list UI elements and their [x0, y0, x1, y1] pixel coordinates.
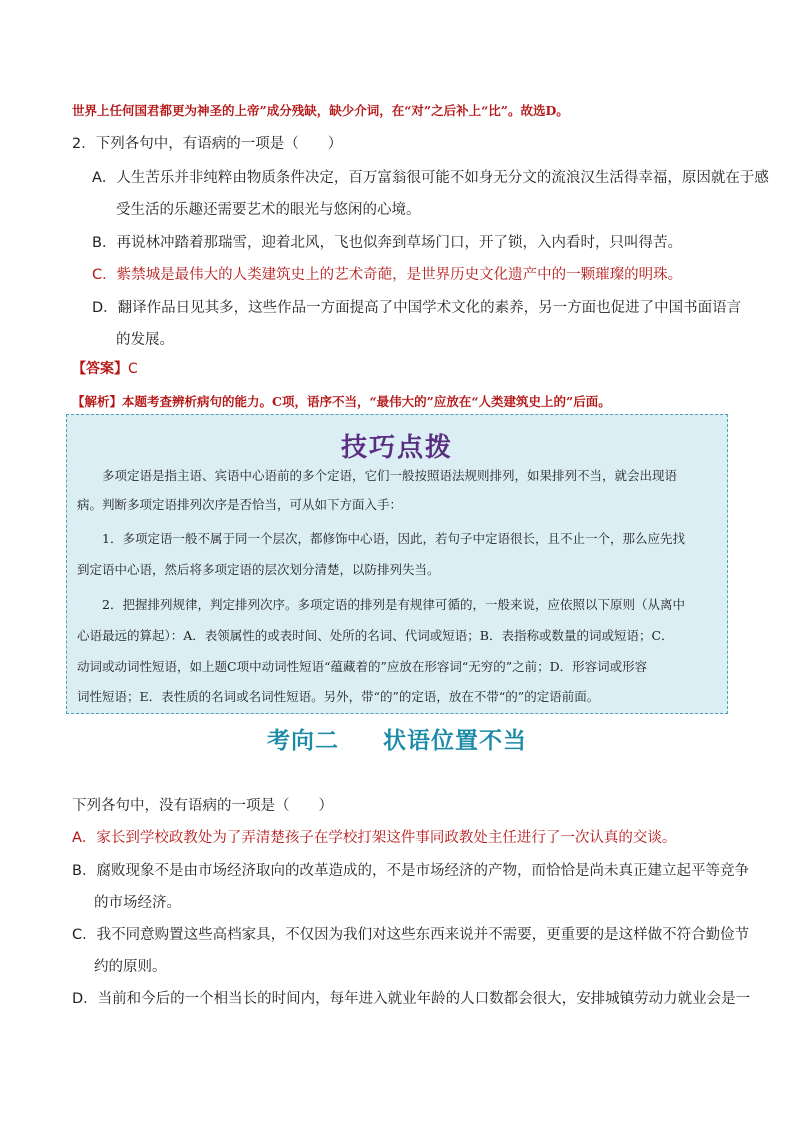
- q3-option-d-line-1: D．当前和今后的一个相当长的时间内，每年进入就业年龄的人口数都会很大，安排城镇劳动力就业会是一: [72, 991, 751, 1007]
- tip-line: 多项定语是指主语、宾语中心语前的多个定语，它们一般按照语法规则排列，如果排列不当，就会出现语: [77, 468, 678, 483]
- q3-option-c-line-1: C．我不同意购置这些高档家具，不仅因为我们对这些东西来说并不需要，更重要的是这样做不符合勤俭节: [72, 927, 750, 943]
- analysis-row: [72, 392, 611, 412]
- section-heading: [0, 722, 794, 755]
- q2-option-c: C．紫禁城是最伟大的人类建筑史上的艺术奇葩，是世界历史文化遗产中的一颗璀璨的明珠。: [92, 267, 683, 283]
- analysis-label: 【解析】: [72, 394, 123, 409]
- tip-line: 2．把握排列规律，判定排列次序。多项定语的排列是有规律可循的，一般来说，应依照以下原则（从离中: [77, 597, 685, 612]
- tip-line: 词性短语；E．表性质的名词或名词性短语。另外，带“的”的定语，放在不带“的”的定语前面。: [77, 689, 600, 704]
- tip-line: 心语最远的算起）：A．表领属性的或表时间、处所的名词、代词或短语；B．表指称或数量的词或短语；C．: [77, 628, 674, 643]
- tip-line: 病。判断多项定语排列次序是否恰当，可从如下方面入手：: [77, 497, 403, 512]
- tip-line: 到定语中心语，然后将多项定语的层次划分清楚，以防排列失当。: [77, 562, 440, 577]
- q3-option-c-line-2: 约的原则。: [94, 959, 167, 975]
- answer-label: 【答案】: [72, 361, 128, 377]
- tip-box-title: 技巧点拨: [340, 433, 453, 463]
- q3-option-b-line-2: 的市场经济。: [94, 895, 181, 911]
- q2-option-d-line-2: 的发展。: [116, 332, 174, 348]
- tip-box: [66, 414, 728, 714]
- q3-option-a: A．家长到学校政教处为了弄清楚孩子在学校打架这件事同政教处主任进行了一次认真的交谈。: [72, 830, 677, 846]
- answer-row: [72, 359, 138, 379]
- q3-option-b-line-1: B．腐败现象不是由市场经济取向的改革造成的，不是市场经济的产物，而恰恰是尚未真正建立起平等竞争: [72, 863, 749, 879]
- q2-option-d-line-1: D．翻译作品日见其多，这些作品一方面提高了中国学术文化的素养，另一方面也促进了中国书面语言: [92, 300, 742, 316]
- analysis-text: 本题考查辨析病句的能力。C项，语序不当，“最伟大的”应放在“人类建筑史上的”后面。: [122, 394, 611, 409]
- q2-option-a-line-1: A．人生苦乐并非纯粹由物质条件决定，百万富翁很可能不如身无分文的流浪汉生活得幸福，原因就在于感: [92, 170, 769, 186]
- answer-value: C: [128, 361, 138, 377]
- section-label: 考向二: [267, 728, 339, 754]
- tip-line: 动词或动词性短语，如上题C项中动词性短语“蕴藏着的”应放在形容词“无穷的”之前；D．形容词或形容: [77, 659, 648, 674]
- q2-option-a-line-2: 受生活的乐趣还需要艺术的眼光与悠闲的心境。: [116, 202, 421, 218]
- question-2-stem: 2．下列各句中，有语病的一项是（ ）: [72, 136, 343, 152]
- tip-line: 1．多项定语一般不属于同一个层次，都修饰中心语，因此，若句子中定语很长，且不止一个，那么应先找: [77, 531, 685, 546]
- section-title: 状语位置不当: [383, 728, 527, 754]
- q2-option-b: B．再说林冲踏着那瑞雪，迎着北风，飞也似奔到草场门口，开了锁，入内看时，只叫得苦。: [92, 235, 682, 251]
- question-3-stem: 下列各句中，没有语病的一项是（ ）: [72, 798, 333, 814]
- prior-analysis-note: 世界上任何国君都更为神圣的上帝”成分残缺，缺少介词，在“对”之后补上“比”。故选D。: [72, 103, 569, 118]
